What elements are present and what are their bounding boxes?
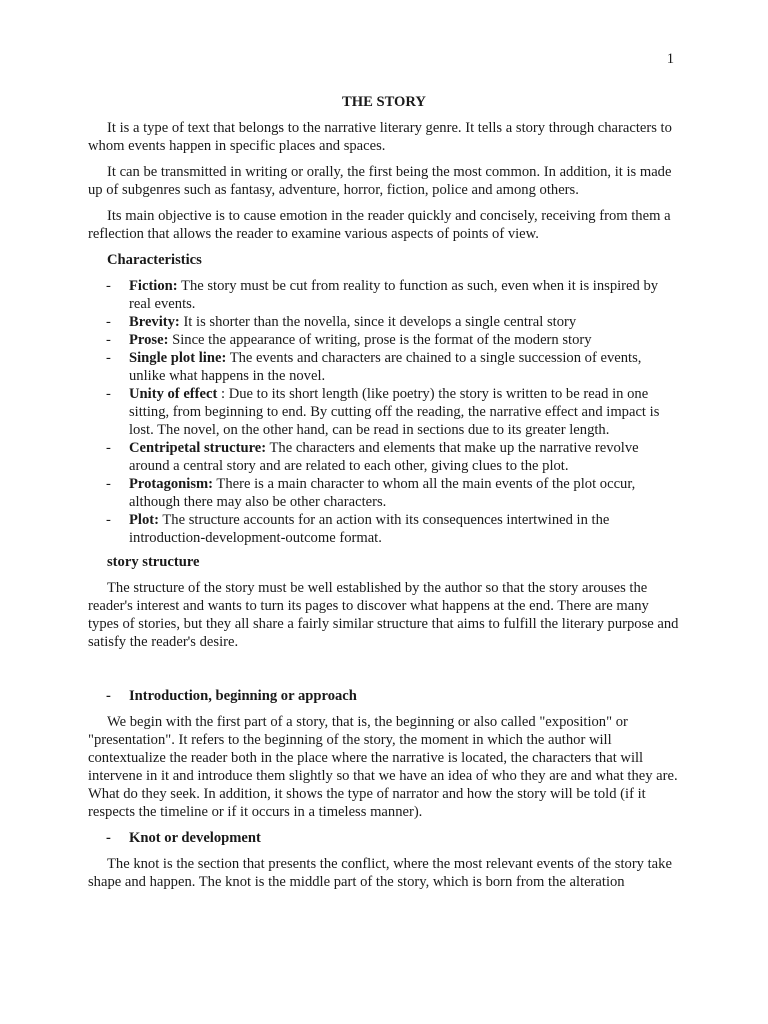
section-heading-text: Introduction, beginning or approach	[129, 688, 357, 704]
list-dash: -	[106, 386, 111, 402]
characteristic-text: The structure accounts for an action with its consequences intertwined in the introduction-development-outcome format.	[129, 512, 610, 546]
list-dash: -	[106, 332, 111, 348]
document-body	[88, 93, 680, 899]
characteristics-heading: Characteristics	[107, 252, 202, 268]
list-dash: -	[106, 688, 111, 704]
characteristic-term: Fiction:	[129, 278, 178, 294]
section-paragraph: The knot is the section that presents the conflict, where the most relevant events of the story take shape and happen. The knot is the middle part of the story, which is born from the alteration	[88, 856, 672, 890]
list-dash: -	[106, 512, 111, 528]
list-dash: -	[106, 830, 111, 846]
characteristic-text: There is a main character to whom all the main events of the plot occur, although there may also be other characters.	[129, 476, 636, 510]
section-spacer	[88, 659, 680, 687]
list-dash: -	[106, 476, 111, 492]
characteristic-term: Brevity:	[129, 314, 180, 330]
characteristics-list	[88, 277, 680, 547]
page-number: 1	[666, 51, 674, 67]
characteristic-term: Prose:	[129, 332, 169, 348]
characteristic-item	[88, 475, 680, 511]
characteristic-term: Plot:	[129, 512, 159, 528]
section-heading-introduction	[88, 687, 680, 705]
characteristic-term: Protagonism:	[129, 476, 214, 492]
intro-paragraph: Its main objective is to cause emotion in the reader quickly and concisely, receiving from them a reflection that allows the reader to examine various aspects of points of view.	[88, 208, 671, 242]
characteristic-item	[88, 331, 680, 349]
document-title: THE STORY	[342, 94, 426, 110]
structure-heading: story structure	[107, 554, 200, 570]
characteristic-item	[88, 511, 680, 547]
characteristic-item	[88, 349, 680, 385]
characteristic-text: It is shorter than the novella, since it develops a single central story	[179, 314, 577, 330]
characteristic-item	[88, 277, 680, 313]
list-dash: -	[106, 350, 111, 366]
section-heading-text: Knot or development	[129, 830, 261, 846]
section-heading-knot	[88, 829, 680, 847]
characteristic-text: Since the appearance of writing, prose is the format of the modern story	[168, 332, 592, 348]
characteristic-term: Unity of effect	[129, 386, 218, 402]
section-paragraph: We begin with the first part of a story, that is, the beginning or also called "exposition" or "presentation". It refers to the beginning of the story, the moment in which the author will contextualize the reader both in the place where the narrative is located, the characters that will intervene in it and introduce them slightly so that we have an idea of who they are and what they are. What do they seek. In addition, it shows the type of narrator and how the story will be told (if it respects the timeline or if it occurs in a timeless manner).	[88, 714, 678, 820]
characteristic-item	[88, 385, 680, 439]
characteristic-term: Single plot line:	[129, 350, 227, 366]
intro-paragraph: It can be transmitted in writing or orally, the first being the most common. In addition, it is made up of subgenres such as fantasy, adventure, horror, fiction, police and among others.	[88, 164, 672, 198]
list-dash: -	[106, 278, 111, 294]
characteristic-term: Centripetal structure:	[129, 440, 267, 456]
list-dash: -	[106, 314, 111, 330]
characteristic-item	[88, 313, 680, 331]
structure-paragraph: The structure of the story must be well established by the author so that the story arouses the reader's interest and wants to turn its pages to discover what happens at the end. There are many types of stories, but they all share a fairly similar structure that aims to fulfill the literary purpose and satisfy the reader's desire.	[88, 580, 679, 650]
characteristic-text: : Due to its short length (like poetry) the story is written to be read in one sitting, from beginning to end. By cutting off the reading, the narrative effect and impact is lost. The novel, on the other hand, can be read in sections due to its greater length.	[129, 386, 660, 438]
characteristic-item	[88, 439, 680, 475]
characteristic-text: The events and characters are chained to a single succession of events, unlike what happens in the novel.	[129, 350, 642, 384]
characteristic-text: The characters and elements that make up the narrative revolve around a central story and are related to each other, giving clues to the plot.	[129, 440, 639, 474]
characteristic-text: The story must be cut from reality to function as such, even when it is inspired by real events.	[129, 278, 659, 312]
intro-paragraph: It is a type of text that belongs to the narrative literary genre. It tells a story through characters to whom events happen in specific places and spaces.	[88, 120, 672, 154]
list-dash: -	[106, 440, 111, 456]
